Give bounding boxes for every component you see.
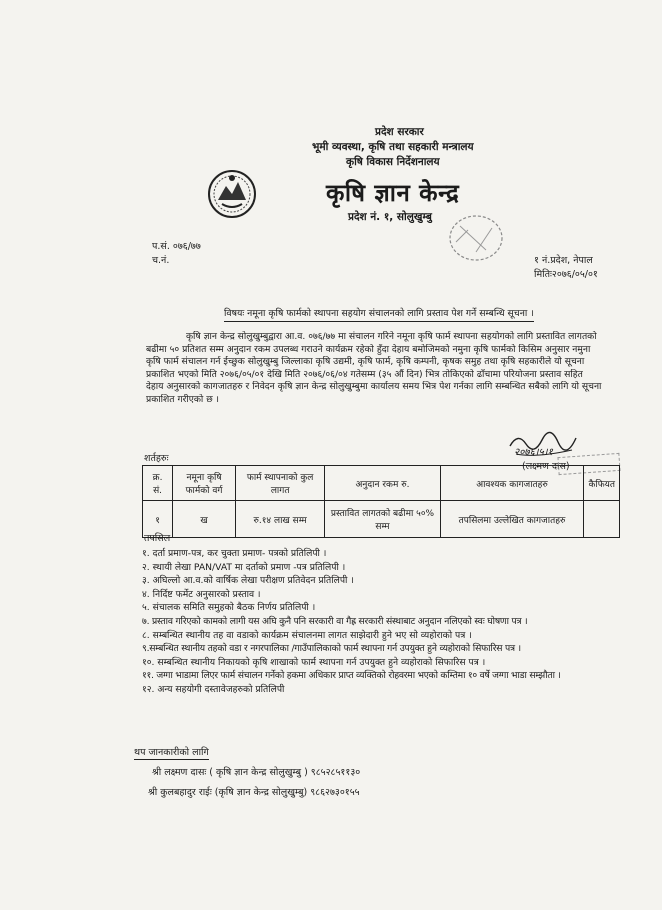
- table-cell: ख: [173, 501, 236, 538]
- notice-body: [146, 331, 618, 407]
- list-item: १२. अन्य सहयोगी दस्तावेजहरुको प्रतिलिपी: [142, 683, 285, 695]
- list-item: १०. सम्बन्धित स्थानीय निकायको कृषि शाखाको फार्म स्थापना गर्न उपयुक्त हुने व्यहोराको सिफारिस पत्र ।: [142, 656, 486, 668]
- table-cell: रु.१४ लाख सम्म: [235, 501, 324, 538]
- contact-person-1: श्री लक्ष्मण दासः ( कृषि ज्ञान केन्द्र सोलुखुम्बु ) ९८५२८५११३०: [152, 767, 361, 778]
- conditions-label: शर्तहरुः: [144, 453, 169, 464]
- nepal-emblem-icon: [206, 168, 258, 220]
- list-item: ९.सम्बन्धित स्थानीय तहको वडा र नगरपालिका /गाउँपालिकाको फार्म स्थापना गर्न उपयुक्त हुने व्यहोराको सिफारिस पत्र ।: [142, 643, 521, 655]
- signatory-name: (लक्ष्मण दास): [522, 461, 570, 472]
- list-item: ५. संचालक समिति समुहको बैठक निर्णय प्रतिलिपी ।: [142, 602, 316, 614]
- documents-list: [142, 547, 642, 697]
- body-line: प्रकाशित भएको मिति २०७६/०५/०१ देखि मिति २०७६/०६/०४ गतेसम्म (३५ औं दिन) भित्र तोकिएको ढाँचामा परियोजना प्रस्ताव सहित: [146, 368, 583, 380]
- body-line: कृषि ज्ञान केन्द्र सोलुखुम्बुद्वारा आ.व. ०७६/७७ मा संचालन गरिने नमूना कृषि फार्म स्थापना सहयोगको लागि प्रस्तावित लागतको: [186, 331, 597, 342]
- list-item: ७. प्रस्ताव गरिएको कामको लागी यस अघि कुनै पनि सरकारी वा गैह्र सरकारी संस्थाबाट अनुदान नलिएको स्वः घोषणा पत्र ।: [142, 615, 528, 627]
- contact-label: थप जानकारीको लागि: [134, 747, 209, 758]
- header-ministry: भूमी व्यवस्था, कृषि तथा सहकारी मन्त्रालय: [312, 141, 474, 153]
- reference-number: प.सं. ०७६/७७: [152, 241, 201, 252]
- table-cell: तपसिलमा उल्लेखित कागजातहरु: [440, 501, 584, 538]
- notice-subject: विषयः नमूना कृषि फार्मको स्थापना सहयोग संचालनको लागि प्रस्ताव पेश गर्ने सम्बन्धि सूचना ।: [224, 307, 534, 322]
- page-title: कृषि ज्ञान केन्द्र: [326, 179, 460, 207]
- table-cell: १: [143, 501, 173, 538]
- body-line: देहाय अनुसारको कागजातहरु र निवेदन कृषि ज्ञान केन्द्र सोलुखुम्बुमा कार्यालय समय भित्र पेश गर्नका लागि सम्बन्धित सबैको लागि यो सूचना: [146, 381, 602, 393]
- header-directorate: कृषि विकास निर्देशनालय: [346, 156, 440, 168]
- place-label: १ नं.प्रदेश, नेपाल: [534, 255, 593, 266]
- table-header-cell: नमूना कृषि फार्मको वर्ग: [173, 466, 236, 501]
- list-item: २. स्थायी लेखा PAN/VAT मा दर्ताको प्रमाण -पत्र प्रतिलिपी ।: [142, 561, 346, 573]
- table-cell: प्रस्तावित लागतको बढीमा ५०% सम्म: [325, 501, 440, 538]
- table-header-cell: फार्म स्थापनाको कुल लागत: [235, 466, 324, 501]
- body-line: बढीमा ५० प्रतिशत सम्म अनुदान रकम उपलब्ध गराउने कार्यक्रम रहेको हुँदा देहाय बमोजिमको नमुना कृषि फार्मको किसिम अनुसार नमुना: [146, 343, 591, 355]
- requirements-table: [142, 465, 620, 538]
- table-header-cell: क्र. सं.: [143, 466, 173, 501]
- table-row: [143, 501, 620, 538]
- tapsil-label: तपसिल: [144, 533, 171, 544]
- contact-person-2: श्री कुलबहादुर राईः (कृषि ज्ञान केन्द्र सोलुखुम्बु) ९८६२७३०१५५: [148, 787, 360, 798]
- list-item: ८. सम्बन्धित स्थानीय तह वा वडाको कार्यक्रम संचालनमा लागत साझेदारी हुने भए सो व्यहोराको पत्र ।: [142, 629, 472, 641]
- dispatch-number: च.नं.: [152, 255, 170, 266]
- body-line: कृषि फार्म संचालन गर्न ईच्छुक सोलुखुम्बु जिल्लाका कृषि उद्यमी, कृषि फार्म, कृषि कम्पनी, कृषक समुह तथा कृषि सहकारीले यो सूचना: [146, 356, 585, 368]
- issue-date: मितिः२०७६/०५/०१: [534, 269, 598, 280]
- table-cell: [584, 501, 620, 538]
- table-header-row: [143, 466, 620, 501]
- office-stamp: [446, 212, 506, 264]
- list-item: ११. जग्गा भाडामा लिएर फार्म संचालन गर्नेको हकमा अधिकार प्राप्त व्यक्तिको रोहवरमा भएको कम्तिमा १० वर्षे जग्गा भाडा सम्झौता ।: [142, 670, 561, 682]
- body-line: प्रकाशित गरीएको छ ।: [146, 393, 220, 405]
- header-government: प्रदेश सरकार: [375, 126, 424, 138]
- header-province: प्रदेश नं. १, सोलुखुम्बु: [348, 211, 432, 223]
- list-item: १. दर्ता प्रमाण-पत्र, कर चुक्ता प्रमाण- पत्रको प्रतिलिपी ।: [142, 548, 327, 559]
- list-item: ३. अघिल्लो आ.व.को वार्षिक लेखा परीक्षण प्रतिवेदन प्रतिलिपी ।: [142, 575, 354, 587]
- list-item: ४. निर्दिष्ट फर्मेट अनुसारको प्रस्ताव ।: [142, 588, 261, 600]
- signature-date: २०७६।५।१: [514, 447, 553, 458]
- table-header-cell: आवश्यक कागजातहरु: [440, 466, 584, 501]
- table-header-cell: अनुदान रकम रु.: [325, 466, 440, 501]
- table-header-cell: कैफियत: [584, 466, 620, 501]
